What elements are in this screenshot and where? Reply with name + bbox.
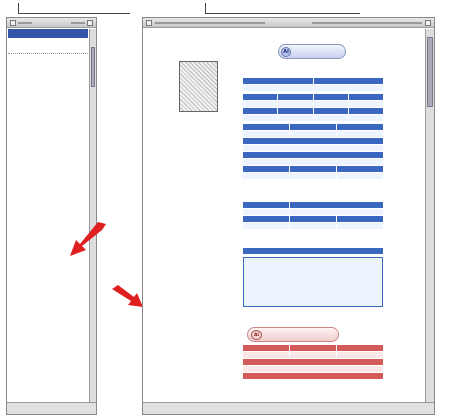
dual-income-header [337,345,383,351]
body-header [349,108,383,114]
marriage-value [243,352,289,358]
personality-header [243,138,383,144]
pc-header [243,78,313,84]
height-header [314,108,348,114]
income-value [290,131,336,137]
titlebar-stripes [18,22,32,24]
blood-header [278,108,312,114]
hometown-header [314,94,348,100]
education-header [337,124,383,130]
profile-photo [179,61,218,112]
age-value [243,101,277,107]
education-value [337,131,383,137]
marriage-banner [247,327,339,342]
personality-value [243,145,383,151]
profile-window [142,17,435,415]
mobile-value [314,85,384,91]
favorites-grid [243,216,383,229]
hobby-value [243,159,383,165]
member-list-window [6,17,97,415]
message-header [243,248,383,254]
arrow-to-member-icon [66,222,108,258]
callout-profile [205,3,360,14]
holiday-header [243,202,289,208]
zoom-box-icon[interactable] [87,20,93,26]
body-value [349,115,383,121]
hobby-header [243,152,383,158]
alcohol-value [243,173,289,179]
marital-header [349,94,383,100]
gamble-header [337,166,383,172]
personal-data-banner [278,44,346,59]
close-box-icon[interactable] [10,20,16,26]
login-time [8,48,88,50]
holiday-value [243,209,289,215]
vertical-scrollbar[interactable] [89,29,96,402]
family-value [243,366,383,372]
gender-header [278,94,312,100]
tobacco-value [290,173,336,179]
tobacco-header [290,166,336,172]
titlebar-stripes [71,22,85,24]
family-header [243,359,383,365]
marriage-grid [243,345,383,379]
fav-music-header [337,216,383,222]
inlaw-header [290,345,336,351]
member-list-footer [7,402,96,414]
close-box-icon[interactable] [146,20,152,26]
siblings-header [243,373,383,379]
mobile-header [314,78,384,84]
gender-value [278,101,312,107]
basic-grid-1 [243,94,383,121]
job-header [243,124,289,130]
gamble-value [337,173,383,179]
titlebar-stripes [312,22,422,24]
fav-food-header [290,216,336,222]
hometown-value [314,101,348,107]
blood-value [278,115,312,121]
job-value [243,131,289,137]
vertical-scrollbar[interactable] [425,29,434,402]
contact-header [243,216,289,222]
arrow-to-profile-icon [110,285,144,315]
profile-footer [143,402,434,414]
marital-value [349,101,383,107]
callout-member-list [18,3,130,14]
pc-grid [243,78,383,91]
scroll-thumb[interactable] [427,37,433,107]
member-list-header [8,29,88,38]
holiday-grid [243,202,383,215]
contact-value [243,223,289,229]
titlebar-stripes [155,22,265,24]
scroll-thumb[interactable] [91,47,95,87]
zoom-box-icon[interactable] [425,20,431,26]
income-header [290,124,336,130]
alcohol-header [243,166,289,172]
height-value [314,115,348,121]
popular-reason-header [290,202,383,208]
fav-food-value [290,223,336,229]
zodiac-header [243,108,277,114]
aimai-logo-icon: Ai [281,47,291,57]
zodiac-value [243,115,277,121]
inlaw-value [290,352,336,358]
fav-music-value [337,223,383,229]
member-list-content [8,29,88,402]
marriage-header [243,345,289,351]
message-box [243,257,383,307]
popular-reason-value [290,209,383,215]
aimai-logo-icon: Ai [251,330,262,340]
dual-income-value [337,352,383,358]
member-list-titlebar[interactable] [7,18,96,28]
pc-value [243,85,313,91]
basic-grid-2 [243,124,383,179]
member-list-separator [8,53,88,61]
profile-titlebar[interactable] [143,18,434,28]
age-header [243,94,277,100]
